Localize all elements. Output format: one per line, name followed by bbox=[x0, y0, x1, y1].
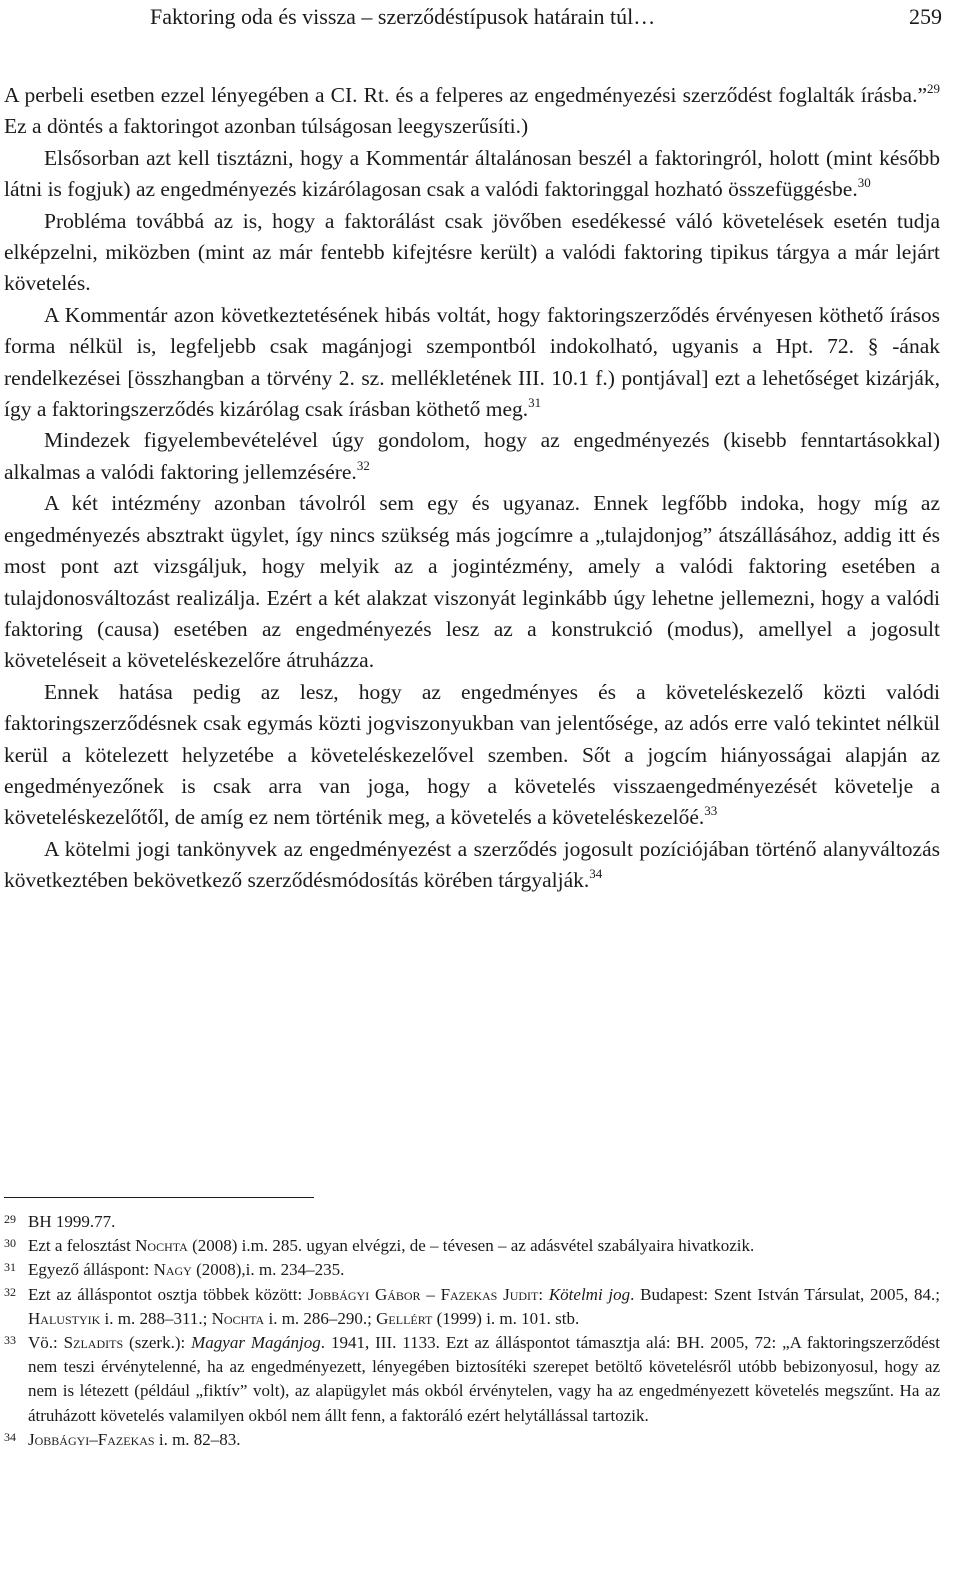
footnote-author: Fazekas bbox=[97, 1429, 155, 1449]
footnote-number: 32 bbox=[4, 1284, 16, 1299]
footnote-text: Egyező álláspont: bbox=[28, 1260, 154, 1280]
footnote-number: 34 bbox=[4, 1429, 16, 1444]
paragraph: A Kommentár azon következtetésének hibás voltát, hogy faktoringszerződés érvényesen köthető írásos forma nélkül is, legfeljebb csak magánjogi szempontból indokolható, ugyanis a Hpt. 72. § -ának rendelkezései [összhangban a törvény 2. sz. mellékletének III. 10.1 f.) pontjával] ezt a lehetőséget kizárják, így a faktoringszerződés kizárólag csak írásban köthető meg.$^{31}$ bbox=[4, 302, 940, 422]
footnote-text: Ezt az álláspontot osztja többek között: bbox=[28, 1284, 308, 1304]
footnote-number: 33 bbox=[4, 1333, 16, 1348]
footnote-ref: 29 bbox=[927, 81, 940, 96]
footnote-author: Jobbágyi bbox=[28, 1429, 90, 1449]
footnote-ref: 30 bbox=[857, 175, 871, 191]
footnotes bbox=[4, 1210, 940, 1452]
footnote-text: : bbox=[538, 1284, 549, 1304]
footnote-text: . 1941, III. 1133. Ezt az álláspontot támasztja alá: BH. 2005, 72: „A faktoringszerződést nem teszi érvénytelenné, ha az engedményezett, lényegében biztosítéki szerepet betöltő követelésről utóbb bebizonyosul, hogy az nem is létezett (például „fiktív” volt), az alapügylet más okból érvénytelen, vagy ha az engedményezett követelés megszűnt. Ha az átruházott követelés valamilyen okból nem állt fenn, a faktoráló ezért helytállással tartozik. bbox=[28, 1333, 940, 1425]
footnote-number: 29 bbox=[4, 1212, 16, 1226]
paragraph: Elsősorban azt kell tisztázni, hogy a Kommentár általánosan beszél a faktoringról, holott (mint később látni is fogjuk) az engedményezés kizárólagosan csak a valódi faktoringgal hozható összefüggésbe.$^{30}$ bbox=[4, 145, 940, 202]
page-number: 259 bbox=[909, 4, 942, 29]
footnote-title: Magyar Magánjog bbox=[191, 1333, 321, 1353]
footnote-text: Vö.: bbox=[28, 1333, 64, 1353]
footnote-author: Nagy bbox=[153, 1260, 192, 1280]
footnote-author: Fazekas Judit bbox=[440, 1284, 539, 1304]
footnote bbox=[4, 1428, 940, 1452]
footnote-text: – bbox=[89, 1429, 98, 1449]
footnote-text: – bbox=[420, 1284, 441, 1304]
footnote-text: BH 1999.77. bbox=[28, 1212, 116, 1231]
paragraph: A két intézmény azonban távolról sem egy és ugyanaz. Ennek legfőbb indoka, hogy míg az engedményezés absztrakt ügylet, így nincs szükség más jogcímre a „tulajdonjog” átszállásához, addig itt és most pont azt vizsgáljuk, hogy melyik az a jogintézmény, amely a valódi faktoring esetében a tulajdonosváltozást realizálja. Ezért a két alakzat viszonyát leginkább úgy lehetne jellemezni, hogy a valódi faktoring (causa) esetében az engedményezés lesz az a konstrukció (modus), amellyel a jogosult követeléseit a követeléskezelőre átruházza. bbox=[4, 491, 940, 673]
footnote-author: Nochta bbox=[135, 1236, 188, 1256]
running-header bbox=[0, 4, 960, 36]
footnote-author: Gellért bbox=[376, 1308, 433, 1328]
header-title: Faktoring oda és vissza – szerződéstípusok határain túl… bbox=[150, 4, 656, 29]
footnote-author: Halustyik bbox=[28, 1308, 101, 1328]
paragraph: A kötelmi jogi tankönyvek az engedményezést a szerződés jogosult pozíciójában történő alanyváltozás következtében bekövetkező szerződésmódosítás körében tárgyalják.$^{34}$ bbox=[4, 836, 940, 893]
footnote bbox=[4, 1331, 940, 1428]
footnote-author: Nochta bbox=[211, 1308, 265, 1328]
footnote-author: Jobbágyi Gábor bbox=[307, 1284, 421, 1304]
footnote bbox=[4, 1234, 940, 1258]
body-text bbox=[4, 80, 940, 897]
footnote-text: Ezt a felosztást bbox=[28, 1236, 136, 1256]
footnote-separator bbox=[4, 1197, 314, 1198]
paragraph: Ennek hatása pedig az lesz, hogy az engedményes és a követeléskezelő közti valódi faktoringszerződésnek csak egymás közti jogviszonyukban van jelentősége, az adós erre való tekintet nélkül kerül a kötelezett helyzetébe a követeléskezelővel szemben. Sőt a jogcím hiányosságai alapján az engedményezőnek is csak arra van joga, hogy a követelés visszaengedményezését követelje a követeléskezelőtől, de amíg ez nem történik meg, a követelés a követeléskezelőé.$^{33}$ bbox=[4, 679, 940, 830]
footnote-author: Szladits bbox=[63, 1333, 124, 1353]
footnote-text: i. m. 288–311.; bbox=[100, 1308, 212, 1328]
footnote-title: Kötelmi jog bbox=[548, 1284, 631, 1304]
footnote-ref: 33 bbox=[704, 803, 718, 819]
footnote bbox=[4, 1283, 940, 1331]
footnote-ref: 34 bbox=[589, 866, 603, 882]
paragraph: Probléma továbbá az is, hogy a faktorálást csak jövőben esedékessé váló követelések esetén tudja elképzelni, miközben (mint az már fentebb kifejtésre került) a valódi faktoring tipikus tárgya a már lejárt követelés. bbox=[4, 208, 940, 296]
footnote-text: (2008) i.m. 285. ugyan elvégzi, de – tévesen – az adásvétel szabályaira hivatkozik. bbox=[187, 1236, 755, 1256]
paragraph: A perbeli esetben ezzel lényegében a CI. Rt. és a felperes az engedményezési szerződést foglalták írásba.”$^{29}$ Ez a döntés a faktoringot azonban túlságosan leegyszerűsíti.) bbox=[4, 81, 940, 139]
footnote bbox=[4, 1258, 940, 1282]
footnote-number: 31 bbox=[4, 1260, 16, 1275]
paragraph: Mindezek figyelembevételével úgy gondolom, hogy az engedményezés (kisebb fenntartásokkal) alkalmas a valódi faktoring jellemzésére.$^{32}$ bbox=[4, 428, 940, 484]
footnote-text: (2008),i. m. 234–235. bbox=[191, 1260, 345, 1280]
footnote bbox=[4, 1210, 940, 1234]
footnote-ref: 31 bbox=[528, 395, 542, 411]
footnote-text: i. m. 82–83. bbox=[154, 1429, 241, 1449]
footnote-text: (1999) i. m. 101. stb. bbox=[432, 1308, 580, 1328]
footnote-text: . Budapest: Szent István Társulat, 2005, 84.; bbox=[630, 1284, 941, 1304]
footnote-number: 30 bbox=[4, 1236, 16, 1251]
footnote-text: i. m. 286–290.; bbox=[264, 1308, 377, 1328]
footnote-ref: 32 bbox=[356, 457, 370, 473]
footnote-text: (szerk.): bbox=[123, 1333, 192, 1353]
